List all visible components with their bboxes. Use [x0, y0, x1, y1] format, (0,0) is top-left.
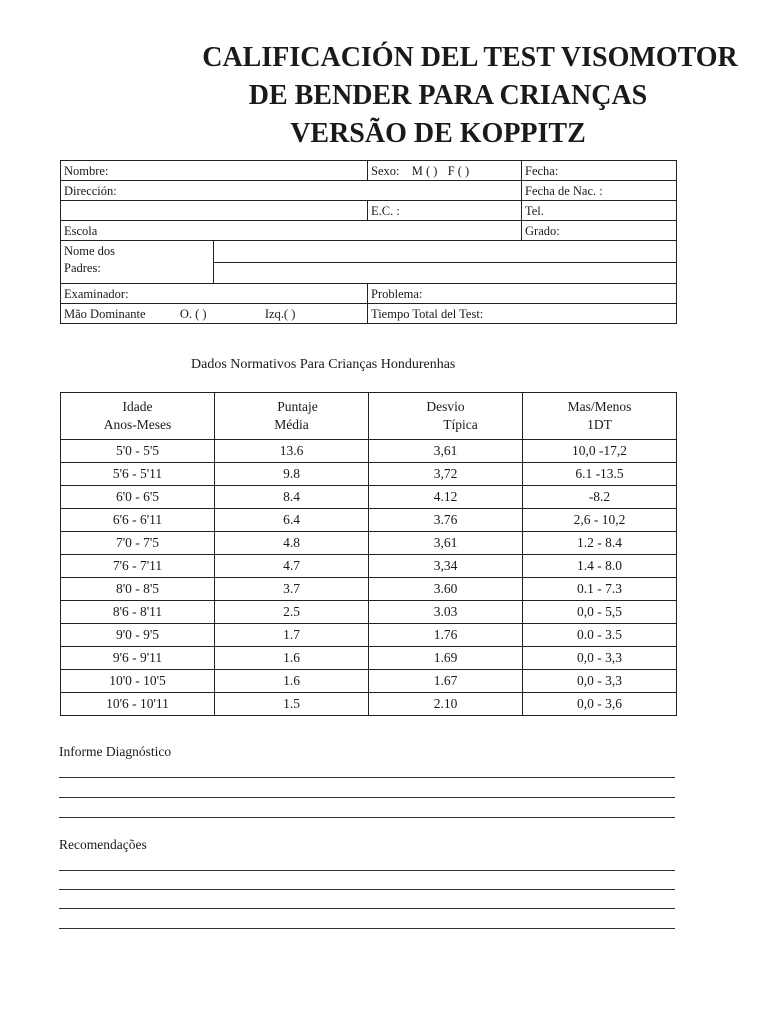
mean-cell: 3.7 — [215, 578, 369, 601]
nombre-label: Nombre: — [64, 163, 109, 178]
table-row — [61, 624, 677, 647]
mao-dominante-label: Mão Dominante — [64, 306, 146, 321]
recomendacoes-label: Recomendações — [59, 837, 147, 852]
fecha-label: Fecha: — [525, 163, 559, 178]
table-row — [61, 509, 677, 532]
escola-field[interactable] — [61, 221, 522, 241]
sexo-m-label: M — [411, 163, 423, 178]
range-cell: 0,0 - 3,3 — [523, 670, 677, 693]
direccion-field[interactable] — [61, 181, 522, 201]
age-cell: 7'0 - 7'5 — [61, 532, 215, 555]
range-cell: 0,0 - 3,6 — [523, 693, 677, 716]
recomendacoes-line-1[interactable] — [59, 870, 675, 871]
student-info-form — [60, 160, 677, 324]
age-cell: 8'6 - 8'11 — [61, 601, 215, 624]
mean-cell: 9.8 — [215, 463, 369, 486]
table-row — [61, 486, 677, 509]
table-row — [61, 463, 677, 486]
fecha-nac-label: Fecha de Nac. : — [525, 183, 603, 198]
range-cell: 6.1 -13.5 — [523, 463, 677, 486]
fecha-field[interactable] — [522, 161, 677, 181]
tiempo-total-label: Tiempo Total del Test: — [371, 306, 484, 321]
sd-cell: 3.60 — [369, 578, 523, 601]
nome-pais-label-cell — [61, 241, 214, 284]
range-cell: 0.0 - 3.5 — [523, 624, 677, 647]
age-cell: 10'0 - 10'5 — [61, 670, 215, 693]
table-row — [61, 693, 677, 716]
sexo-field[interactable] — [368, 161, 522, 181]
header-puntaje-line1: Puntaje — [277, 399, 318, 414]
sd-cell: 1.69 — [369, 647, 523, 670]
age-cell: 9'0 - 9'5 — [61, 624, 215, 647]
header-mas-menos-line2: 1DT — [587, 417, 612, 432]
mean-cell: 1.7 — [215, 624, 369, 647]
mean-cell: 1.6 — [215, 647, 369, 670]
sd-cell: 4.12 — [369, 486, 523, 509]
header-idade-line2: Anos-Meses — [103, 417, 172, 432]
range-cell: 1.2 - 8.4 — [523, 532, 677, 555]
header-mas-menos-line1: Mas/Menos — [567, 399, 632, 414]
header-desvio-line2: Típica — [443, 417, 478, 432]
mean-cell: 13.6 — [215, 440, 369, 463]
ec-field[interactable] — [368, 201, 522, 221]
mean-cell: 4.8 — [215, 532, 369, 555]
mao-direita-checkbox[interactable]: O. ( ) — [179, 306, 207, 321]
header-idade — [61, 393, 215, 440]
mean-cell: 1.5 — [215, 693, 369, 716]
sd-cell: 1.67 — [369, 670, 523, 693]
range-cell: 0,0 - 5,5 — [523, 601, 677, 624]
escola-label: Escola — [64, 223, 98, 238]
grado-label: Grado: — [525, 223, 560, 238]
mean-cell: 6.4 — [215, 509, 369, 532]
examinador-label: Examinador: — [64, 286, 129, 301]
sexo-f-checkbox[interactable]: ( ) — [457, 163, 470, 178]
range-cell: 10,0 -17,2 — [523, 440, 677, 463]
ec-label: E.C. : — [371, 203, 400, 218]
sd-cell: 3.76 — [369, 509, 523, 532]
norm-header-row — [61, 393, 677, 440]
problema-field[interactable] — [368, 284, 677, 304]
header-puntaje-line2: Média — [274, 417, 309, 432]
sexo-f-label: F — [447, 163, 455, 178]
sd-cell: 3,34 — [369, 555, 523, 578]
nome-pais-label-2: Padres: — [64, 261, 101, 275]
range-cell: 0.1 - 7.3 — [523, 578, 677, 601]
informe-line-1[interactable] — [59, 777, 675, 778]
table-row — [61, 601, 677, 624]
informe-line-2[interactable] — [59, 797, 675, 798]
age-cell: 5'6 - 5'11 — [61, 463, 215, 486]
informe-line-3[interactable] — [59, 817, 675, 818]
mean-cell: 4.7 — [215, 555, 369, 578]
sexo-m-checkbox[interactable]: ( ) — [425, 163, 438, 178]
direccion-continuation-field[interactable] — [61, 201, 368, 221]
header-desvio — [369, 393, 523, 440]
table-row — [61, 532, 677, 555]
sd-cell: 3.03 — [369, 601, 523, 624]
recomendacoes-line-2[interactable] — [59, 889, 675, 890]
header-idade-line1: Idade — [122, 399, 153, 414]
age-cell: 7'6 - 7'11 — [61, 555, 215, 578]
age-cell: 8'0 - 8'5 — [61, 578, 215, 601]
nome-pais-line-2[interactable] — [214, 263, 676, 283]
fecha-nac-field[interactable] — [522, 181, 677, 201]
examinador-field[interactable] — [61, 284, 368, 304]
age-cell: 9'6 - 9'11 — [61, 647, 215, 670]
table-row — [61, 555, 677, 578]
table-row — [61, 440, 677, 463]
recomendacoes-line-3[interactable] — [59, 908, 675, 909]
header-puntaje — [215, 393, 369, 440]
sd-cell: 3,72 — [369, 463, 523, 486]
mean-cell: 8.4 — [215, 486, 369, 509]
header-desvio-line1: Desvio — [426, 399, 465, 414]
title-line-1: CALIFICACIÓN DEL TEST VISOMOTOR — [202, 42, 738, 73]
tel-field[interactable] — [522, 201, 677, 221]
nome-pais-field[interactable] — [214, 241, 677, 284]
mao-esquerda-checkbox[interactable]: Izq.( ) — [264, 306, 296, 321]
table-row — [61, 578, 677, 601]
tiempo-total-field[interactable] — [368, 304, 677, 324]
table-row — [61, 670, 677, 693]
age-cell: 6'6 - 6'11 — [61, 509, 215, 532]
mean-cell: 1.6 — [215, 670, 369, 693]
range-cell: -8.2 — [523, 486, 677, 509]
range-cell: 1.4 - 8.0 — [523, 555, 677, 578]
sd-cell: 3,61 — [369, 440, 523, 463]
grado-field[interactable] — [522, 221, 677, 241]
normative-data-table — [60, 392, 677, 716]
informe-diagnostico-label: Informe Diagnóstico — [59, 744, 172, 759]
range-cell: 0,0 - 3,3 — [523, 647, 677, 670]
recomendacoes-line-4[interactable] — [59, 928, 675, 929]
header-mas-menos — [523, 393, 677, 440]
age-cell: 5'0 - 5'5 — [61, 440, 215, 463]
sd-cell: 2.10 — [369, 693, 523, 716]
mean-cell: 2.5 — [215, 601, 369, 624]
problema-label: Problema: — [371, 286, 423, 301]
nome-pais-label-1: Nome dos — [64, 244, 116, 258]
nombre-field[interactable] — [61, 161, 368, 181]
sd-cell: 1.76 — [369, 624, 523, 647]
sd-cell: 3,61 — [369, 532, 523, 555]
title-line-3: VERSÃO DE KOPPITZ — [290, 118, 586, 149]
mao-dominante-field[interactable] — [61, 304, 368, 324]
nome-pais-line-1[interactable] — [214, 242, 676, 263]
age-cell: 10'6 - 10'11 — [61, 693, 215, 716]
age-cell: 6'0 - 6'5 — [61, 486, 215, 509]
title-line-2: DE BENDER PARA CRIANÇAS — [248, 80, 648, 111]
sexo-label: Sexo: — [371, 163, 400, 178]
tel-label: Tel. — [525, 203, 544, 218]
range-cell: 2,6 - 10,2 — [523, 509, 677, 532]
norm-table-title: Dados Normativos Para Crianças Hondurenhas — [191, 357, 456, 372]
table-row — [61, 647, 677, 670]
direccion-label: Dirección: — [64, 183, 117, 198]
